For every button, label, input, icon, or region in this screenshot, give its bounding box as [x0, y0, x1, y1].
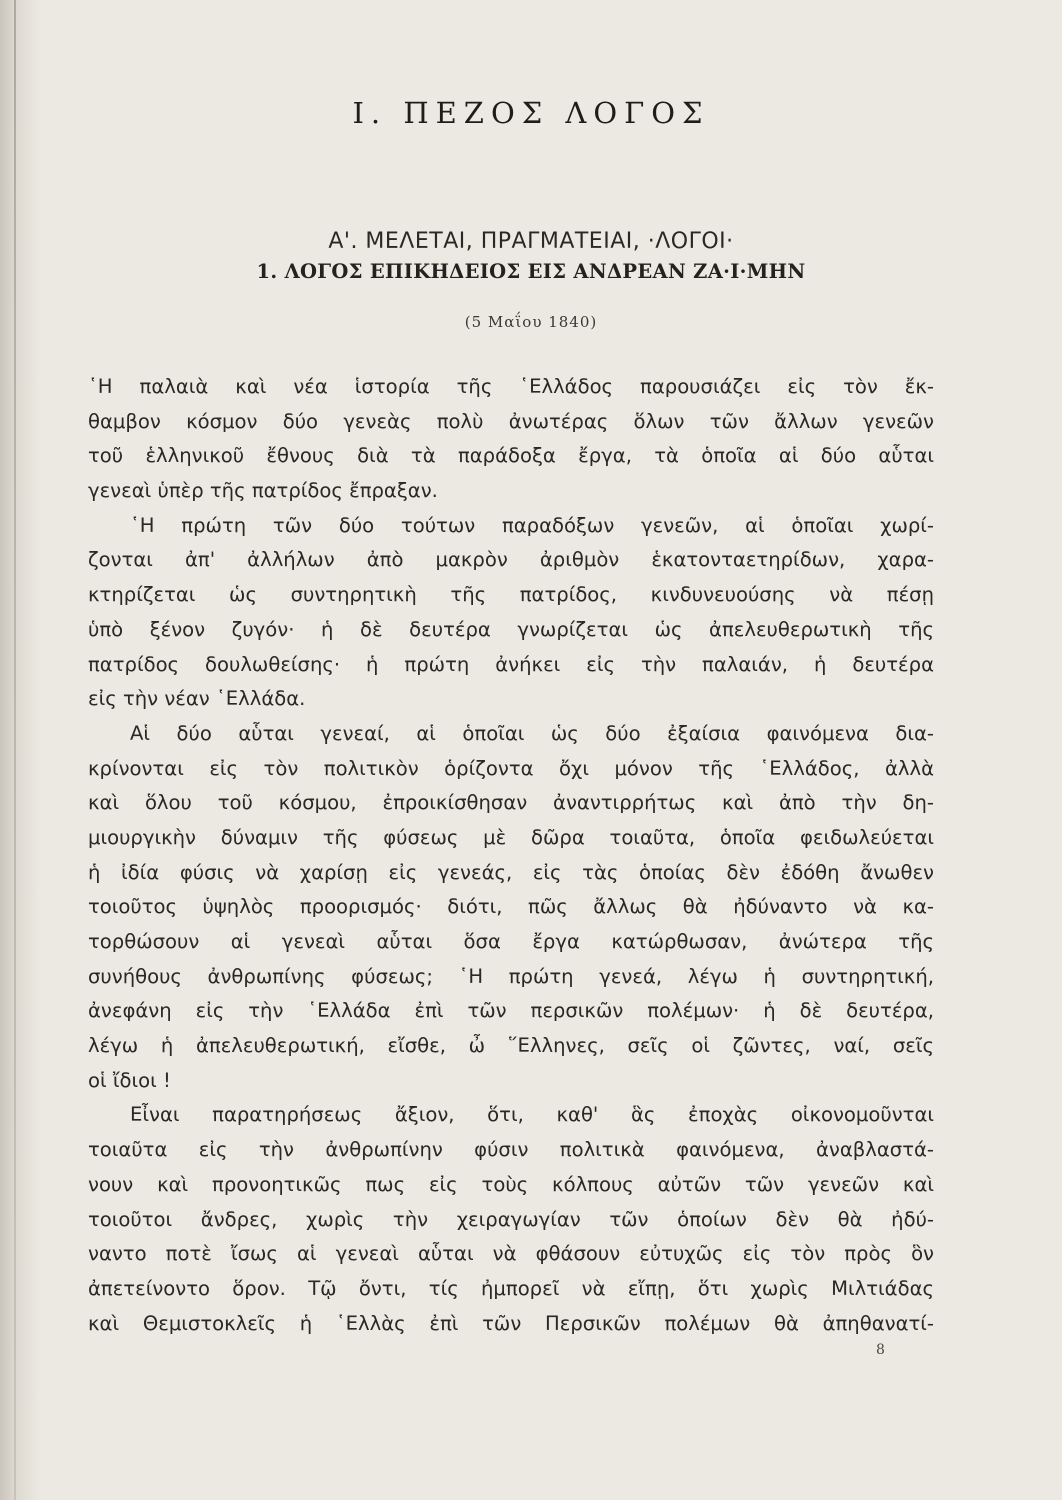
subsection-title: Α'. ΜΕΛΕΤΑΙ, ΠΡΑΓΜΑΤΕΙΑΙ, ·ΛΟΓΟΙ· [328, 229, 734, 254]
text-line: ζονται ἀπ' ἀλλήλων ἀπὸ μακρὸν ἀριθμὸν ἑκατονταετηρίδων, χαρα- [88, 548, 934, 572]
text-line: τοιαῦτα εἰς τὴν ἀνθρωπίνην φύσιν πολιτικὰ φαινόμενα, ἀναβλαστά- [88, 1138, 934, 1162]
text-line: θαμβον κόσμον δύο γενεὰς πολὺ ἀνωτέρας ὅλων τῶν ἄλλων γενεῶν [88, 409, 934, 433]
text-line: ἀνεφάνη εἰς τὴν ῾Ελλάδα ἐπὶ τῶν περσικῶν πολέμων· ἡ δὲ δευτέρα, [88, 999, 934, 1023]
text-line: κρίνονται εἰς τὸν πολιτικὸν ὁρίζοντα ὄχι μόνον τῆς ῾Ελλάδος, ἀλλὰ [88, 756, 934, 780]
page-number: 8 [876, 1342, 885, 1358]
text-line: ναντο ποτὲ ἴσως αἱ γενεαὶ αὗται νὰ φθάσουν εὐτυχῶς εἰς τὸν πρὸς ὃν [88, 1242, 934, 1266]
text-line: ὑπὸ ξένον ζυγόν· ἡ δὲ δευτέρα γνωρίζεται ὡς ἀπελευθερωτικὴ τῆς [88, 617, 934, 641]
text-line: ἀπετείνοντο ὅρον. Τῷ ὄντι, τίς ἠμπορεῖ νὰ εἴπῃ, ὅτι χωρὶς Μιλτιάδας [88, 1276, 934, 1300]
text-line: ῾Η παλαιὰ καὶ νέα ἱστορία τῆς ῾Ελλάδος παρουσιάζει εἰς τὸν ἔκ- [88, 375, 934, 398]
text-line: καὶ Θεμιστοκλεῖς ἡ ῾Ελλὰς ἐπὶ τῶν Περσικῶν πολέμων θὰ ἀπηθανατί- [88, 1311, 934, 1335]
text-line: κτηρίζεται ὡς συντηρητικὴ τῆς πατρίδος, κινδυνευούσης νὰ πέσῃ [88, 583, 934, 607]
text-line: ἡ ἰδία φύσις νὰ χαρίσῃ εἰς γενεάς, εἰς τὰς ὁποίας δὲν ἐδόθη ἄνωθεν [88, 860, 934, 884]
section-title: Ι. ΠΕΖΟΣ ΛΟΓΟΣ [352, 96, 710, 130]
text-line: ῾Η πρώτη τῶν δύο τούτων παραδόξων γενεῶν, αἱ ὁποῖαι χωρί- [130, 513, 934, 537]
text-line: τοιοῦτοι ἄνδρες, χωρὶς τὴν χειραγωγίαν τῶν ὁποίων δὲν θὰ ἠδύ- [88, 1207, 934, 1231]
text-line: συνήθους ἀνθρωπίνης φύσεως; ῾Η πρώτη γενεά, λέγω ἡ συντηρητική, [88, 964, 934, 988]
text-line: τοιοῦτος ὑψηλὸς προορισμός· διότι, πῶς ἄλλως θὰ ἠδύναντο νὰ κα- [88, 895, 934, 919]
text-line: γενεαὶ ὑπὲρ τῆς πατρίδος ἔπραξαν. [88, 479, 438, 503]
text-line: εἰς τὴν νέαν ῾Ελλάδα. [88, 687, 306, 711]
text-line: νουν καὶ προνοητικῶς πως εἰς τοὺς κόλπους αὐτῶν τῶν γενεῶν καὶ [88, 1172, 934, 1196]
spine-line [14, 0, 16, 1500]
text-line: τορθώσουν αἱ γενεαὶ αὗται ὅσα ἔργα κατώρθωσαν, ἀνώτερα τῆς [88, 930, 934, 953]
text-line: Αἱ δύο αὗται γενεαί, αἱ ὁποῖαι ὡς δύο ἐξαίσια φαινόμενα δια- [130, 721, 934, 745]
body-text [88, 370, 934, 1341]
text-line: λέγω ἡ ἀπελευθερωτική, εἴσθε, ὦ ῞Ελληνες, σεῖς οἱ ζῶντες, ναί, σεῖς [88, 1034, 934, 1058]
text-line: πατρίδος δουλωθείσης· ἡ πρώτη ἀνήκει εἰς τὴν παλαιάν, ἡ δευτέρα [88, 652, 934, 676]
text-line: τοῦ ἑλληνικοῦ ἔθνους διὰ τὰ παράδοξα ἔργα, τὰ ὁποῖα αἱ δύο αὗται [88, 444, 934, 468]
text-line: οἱ ἴδιοι ! [88, 1068, 171, 1092]
text-line: Εἶναι παρατηρήσεως ἄξιον, ὅτι, καθ' ἃς ἐποχὰς οἰκονομοῦνται [130, 1103, 934, 1127]
speech-date: (5 Μαΐου 1840) [464, 313, 598, 331]
spine-shadow [0, 0, 40, 1500]
text-line: μιουργικὴν δύναμιν τῆς φύσεως μὲ δῶρα τοιαῦτα, ὁποῖα φειδωλεύεται [88, 825, 934, 849]
speech-title: 1. ΛΟΓΟΣ ΕΠΙΚΗΔΕΙΟΣ ΕΙΣ ΑΝΔΡΕΑΝ ΖΑ·Ι·ΜΗΝ [256, 260, 806, 283]
text-line: καὶ ὅλου τοῦ κόσμου, ἐπροικίσθησαν ἀναντιρρήτως καὶ ἀπὸ τὴν δη- [88, 791, 934, 815]
